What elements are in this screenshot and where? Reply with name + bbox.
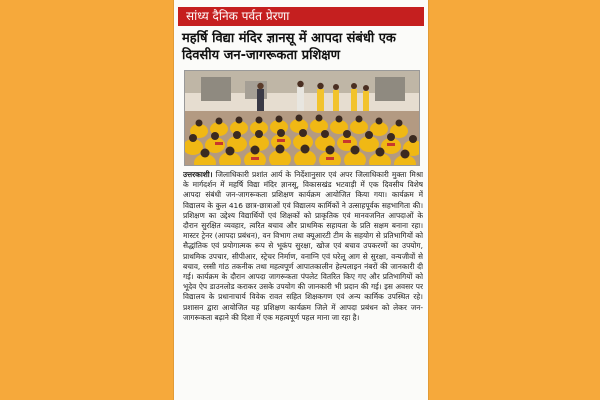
- newspaper-masthead: सांध्य दैनिक पर्वत प्रेरणा: [178, 7, 424, 26]
- article-headline: महर्षि विद्या मंदिर ज्ञानसू में आपदा संबंधी एक दिवसीय जन-जागरूकता प्रशिक्षण: [182, 31, 396, 63]
- article-body-text: जिलाधिकारी प्रशांत आर्य के निर्देशानुसार एवं अपर जिलाधिकारी मुक्ता मिश्रा के मार्गदर्शन में महर्षि विद्या मंदिर ज्ञानसू, विकासखंड भटवाड़ी में एक दिवसीय विशेष आपदा संबंधी जन-जागरूकता प्रशिक्षण कार्यक्रम आयोजित किया गया। कार्यक्रम में विद्यालय के कुल 416 छात्र-छात्राओं एवं विद्यालय कार्मिकों ने उत्साहपूर्वक सहभागिता की। प्रशिक्षण का उद्देश्य विद्यार्थियों एवं शिक्षकों को प्राकृतिक एवं मानवजनित आपदाओं के दौरान सुरक्षित व्यवहार, त्वरित बचाव और प्राथमिक सहायता के प्रति सक्षम बनाना रहा। मास्टर ट्रेनर (आपदा प्रबंधन), वन विभाग तथा क्यूआरटी टीम के सहयोग से प्रतिभागियों को सैद्धांतिक एवं प्रयोगात्मक रूप से भूकंप सुरक्षा, खोज एवं बचाव उपकरणों का उपयोग, प्राथमिक उपचार, सीपीआर, स्ट्रेचर निर्माण, वनाग्नि एवं घरेलू आग से सुरक्षा, वन्यजीवों से बचाव, रस्सी गांठ तकनीक तथा महत्वपूर्ण आपातकालीन हेल्पलाइन नंबरों की जानकारी दी गई। कार्यक्रम के दौरान आपदा जागरूकता पंपलेट वितरित किए गए और प्रतिभागियों को भूदेव ऐप डाउनलोड कराकर उसके उपयोग की जानकारी भी प्रदान की गई। इस अवसर पर विद्यालय के प्रधानाचार्य विवेक रावत सहित शिक्षकगण एवं अन्य कार्मिक उपस्थित रहे। प्रशासन द्वारा आयोजित यह प्रशिक्षण कार्यक्रम जिले में आपदा प्रबंधन को लेकर जन-जागरूकता बढ़ाने की दिशा में एक महत्वपूर्ण पहल माना जा रहा है।: [183, 170, 423, 322]
- background-right: [428, 0, 600, 400]
- article-body: [183, 170, 423, 396]
- article-dateline: उत्तरकाशी।: [183, 170, 213, 179]
- article-photo: [184, 70, 420, 166]
- background-left: [0, 0, 174, 400]
- newspaper-clipping: [174, 0, 428, 400]
